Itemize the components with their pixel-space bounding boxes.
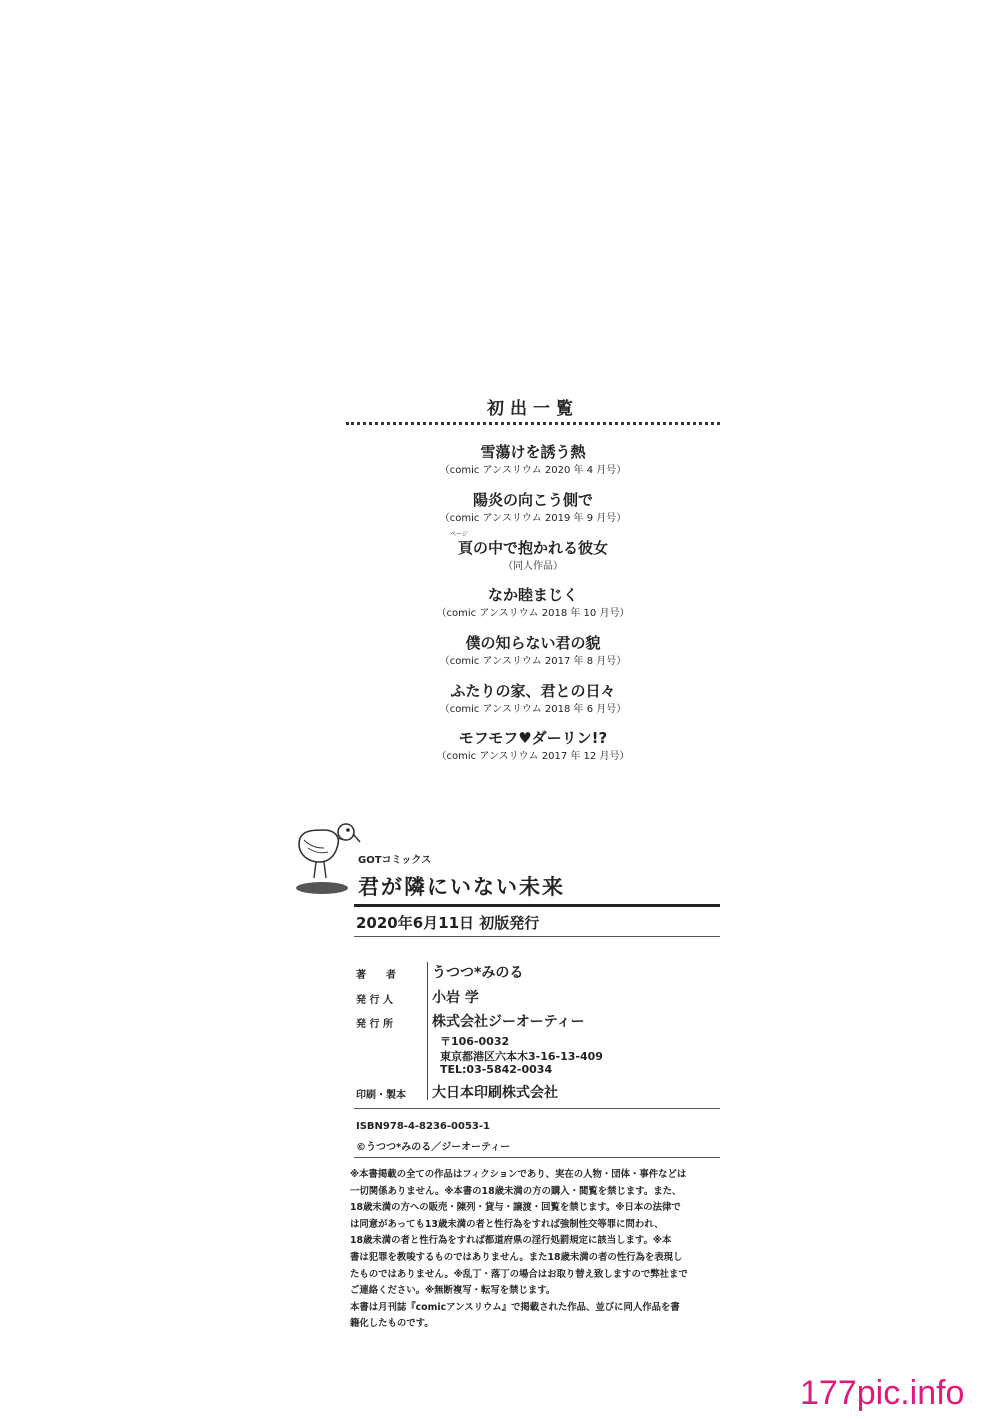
- list-item: [346, 585, 720, 621]
- notice-line: ご連絡ください。※無断複写・転写を禁じます。: [350, 1285, 556, 1297]
- notice-line: 18歳未満の者と性行為をすれば都道府県の淫行処罰規定に該当します。※本: [350, 1235, 672, 1247]
- notice-line: たものではありません。※乱丁・落丁の場合はお取り替え致しますので弊社まで: [350, 1268, 688, 1280]
- story-title: ふたりの家、君との日々: [450, 682, 616, 700]
- credit-value-publishing-house: 株式会社ジーオーティー: [432, 1014, 585, 1030]
- notice-line: 18歳未満の方への販売・陳列・貸与・譲渡・回覧を禁じます。※日本の法律で: [350, 1202, 681, 1214]
- credit-value-publisher: 小岩 学: [432, 990, 479, 1006]
- story-source: （comic アンスリウム 2019 年 9 月号）: [439, 513, 627, 524]
- credit-value-author: うつつ*みのる: [432, 965, 524, 981]
- title-rule: [354, 904, 720, 907]
- notice-line: 本書は月刊誌『comicアンスリウム』で掲載された作品、並びに同人作品を書: [350, 1301, 680, 1313]
- first-appearance-heading: 初出一覧: [487, 399, 579, 419]
- story-source: （comic アンスリウム 2018 年 10 月号）: [436, 608, 630, 619]
- street-address: 東京都港区六本木3-16-13-409: [440, 1050, 603, 1063]
- dotted-divider: [346, 422, 720, 425]
- copyright: ©うつつ*みのる／ジーオーティー: [356, 1142, 511, 1153]
- story-title: 雪蕩けを誘う熱: [480, 443, 586, 461]
- story-title: 僕の知らない君の貌: [465, 634, 601, 652]
- list-item: [346, 531, 720, 574]
- list-item: [346, 633, 720, 669]
- bird-logo-icon: [290, 818, 362, 898]
- isbn: ISBN978-4-8236-0053-1: [356, 1121, 490, 1132]
- list-item: [346, 681, 720, 717]
- notice-line: 一切関係ありません。※本書の18歳未満の方の購入・閲覧を禁じます。また、: [350, 1185, 682, 1197]
- credit-label-publishing-house: 発 行 所: [356, 1019, 393, 1030]
- heart-icon: ♥: [518, 729, 532, 747]
- divider: [354, 1157, 720, 1158]
- story-source: （同人作品）: [503, 561, 563, 572]
- credit-value-printer: 大日本印刷株式会社: [432, 1085, 558, 1101]
- credit-label-printer: 印刷・製本: [356, 1090, 406, 1101]
- notice-line: は同意があっても13歳未満の者と性行為をすれば強制性交等罪に問われ、: [350, 1218, 664, 1230]
- story-source: （comic アンスリウム 2017 年 12 月号）: [436, 751, 630, 762]
- credit-label-author: 著 者: [356, 970, 396, 981]
- credit-label-publisher: 発 行 人: [356, 995, 393, 1006]
- ruby-reading: ページ: [450, 531, 468, 538]
- story-title-part: ダーリン!?: [531, 729, 608, 747]
- legal-notice: [350, 1167, 722, 1333]
- watermark: 177pic.info: [800, 1374, 965, 1412]
- book-title: 君が隣にいない未来: [358, 875, 565, 899]
- list-item: [346, 728, 720, 764]
- story-title: 頁の中で抱かれる彼女: [457, 539, 608, 557]
- credits-divider: [427, 962, 428, 1100]
- story-title: [346, 728, 720, 748]
- notice-line: ※本書掲載の全ての作品はフィクションであり、実在の人物・団体・事件などは: [350, 1169, 687, 1180]
- story-title: 陽炎の向こう側で: [472, 491, 593, 509]
- story-source: （comic アンスリウム 2017 年 8 月号）: [439, 656, 627, 667]
- list-item: [346, 490, 720, 526]
- divider: [354, 1108, 720, 1109]
- notice-line: 書は犯罪を教唆するものではありません。また18歳未満の者の性行為を表現し: [350, 1251, 683, 1263]
- postal-code: 〒106-0032: [440, 1035, 510, 1048]
- notice-line: 籍化したものです。: [350, 1318, 434, 1330]
- divider: [354, 936, 720, 937]
- story-title-part: モフモフ: [458, 729, 519, 747]
- list-item: [346, 442, 720, 478]
- phone-number: TEL:03-5842-0034: [440, 1063, 553, 1076]
- story-source: （comic アンスリウム 2020 年 4 月号）: [439, 465, 627, 476]
- series-label: GOTコミックス: [358, 855, 432, 866]
- story-source: （comic アンスリウム 2018 年 6 月号）: [439, 704, 627, 715]
- story-title: なか睦まじく: [487, 586, 578, 604]
- edition-date: 2020年6月11日 初版発行: [356, 914, 540, 932]
